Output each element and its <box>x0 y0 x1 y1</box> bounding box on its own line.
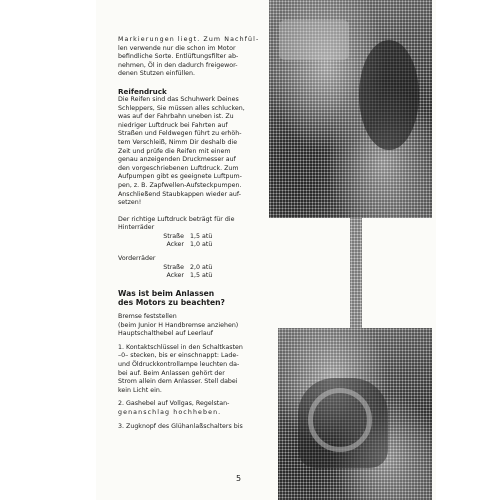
tire-line: setzen! <box>118 199 142 207</box>
step-line: bei auf. Beim Anlassen gehört der <box>118 369 225 377</box>
start-line: (beim Junior H Handbremse anziehen) <box>118 321 239 329</box>
intro-line: befindliche Sorte. Entlüftungsfilter ab- <box>118 53 239 61</box>
tire-line: Straßen und Feldwegen führt zu erhöh- <box>118 130 242 138</box>
tire-line: niedriger Luftdruck bei Fahrten auf <box>118 121 228 129</box>
tractor-wheel-shape <box>359 40 419 150</box>
engine-start-heading: des Motors zu beachten? <box>118 298 225 308</box>
rear-road-label: Straße <box>163 232 184 240</box>
front-field-value: 1,5 atü <box>190 272 213 280</box>
intro-line: denen Stutzen einfüllen. <box>118 70 196 78</box>
tractor-front-photo <box>269 0 432 218</box>
photo-connector-strip <box>350 218 362 328</box>
tire-line: den vorgeschriebenen Luftdruck. Zum <box>118 164 239 172</box>
step-line: 2. Gashebel auf Vollgas, Regelstan- <box>118 400 230 408</box>
rear-road-row <box>118 233 238 242</box>
step-line: kein Licht ein. <box>118 386 162 394</box>
intro-line: len verwende nur die schon im Motor <box>118 44 236 52</box>
step-1 <box>118 344 270 396</box>
step-line: –0– stecken, bis er einschnappt: Lade- <box>118 352 239 360</box>
intro-paragraph <box>118 36 270 79</box>
pressure-intro-line: Der richtige Luftdruck beträgt für die <box>118 215 235 223</box>
start-line: Hauptschalthebel auf Leerlauf <box>118 330 213 338</box>
tire-line: Aufpumpen gibt es geeignete Luftpum- <box>118 173 242 181</box>
tire-line: Anschließend Staubkappen wieder auf- <box>118 190 242 198</box>
tractor-engine-photo <box>278 328 432 500</box>
rear-field-value: 1,0 atü <box>190 241 213 249</box>
front-field-label: Acker <box>166 272 184 280</box>
rear-field-row <box>118 241 238 250</box>
step-line: genanschlag hochheben. <box>118 408 222 416</box>
start-line: Bremse feststellen <box>118 313 177 321</box>
rear-field-label: Acker <box>166 241 184 249</box>
step-line: 1. Kontaktschlüssel in den Schaltkasten <box>118 343 243 351</box>
step-3 <box>118 423 270 432</box>
tire-line: pen, z. B. Zapfwellen-Aufsteckpumpen. <box>118 181 242 189</box>
tractor-hood-shape <box>279 20 349 60</box>
tire-line: tem Verschleiß, Nimm Dir deshalb die <box>118 138 238 146</box>
rear-road-value: 1,5 atü <box>190 232 213 240</box>
engine-start-heading: Was ist beim Anlassen <box>118 288 215 298</box>
front-road-value: 2,0 atü <box>190 263 213 271</box>
front-road-label: Straße <box>163 263 184 271</box>
tire-paragraph <box>118 96 270 208</box>
flywheel-shape <box>308 388 372 452</box>
pressure-intro-line: Hinterräder <box>118 224 155 232</box>
step-line: und Öldruckkontrollampe leuchten da- <box>118 361 240 368</box>
tire-pressure-heading: Reifendruck <box>118 86 167 96</box>
text-column <box>118 36 270 431</box>
tire-line: Die Reifen sind das Schuhwerk Deines <box>118 95 239 103</box>
step-2 <box>118 400 270 417</box>
intro-line: Markierungen liegt. Zum Nachfül- <box>118 36 260 43</box>
tire-line: genau anzeigenden Druckmesser auf <box>118 156 236 164</box>
tire-line: Zeit und prüfe die Reifen mit einem <box>118 147 231 155</box>
page-number: 5 <box>236 474 242 483</box>
intro-line: nehmen, Öl in den dadurch freigewor- <box>118 61 238 69</box>
step-line: Strom allein dem Anlasser. Stell dabei <box>118 378 238 386</box>
front-road-row <box>118 264 238 273</box>
tire-line: Schleppers, Sie müssen alles schlucken, <box>118 104 245 112</box>
step-line: 3. Zugknopf des Glühanlaßschalters bis <box>118 422 243 430</box>
tire-line: was auf der Fahrbahn uneben ist. Zu <box>118 113 234 121</box>
front-wheels-label: Vorderräder <box>118 255 156 263</box>
front-field-row <box>118 272 238 281</box>
